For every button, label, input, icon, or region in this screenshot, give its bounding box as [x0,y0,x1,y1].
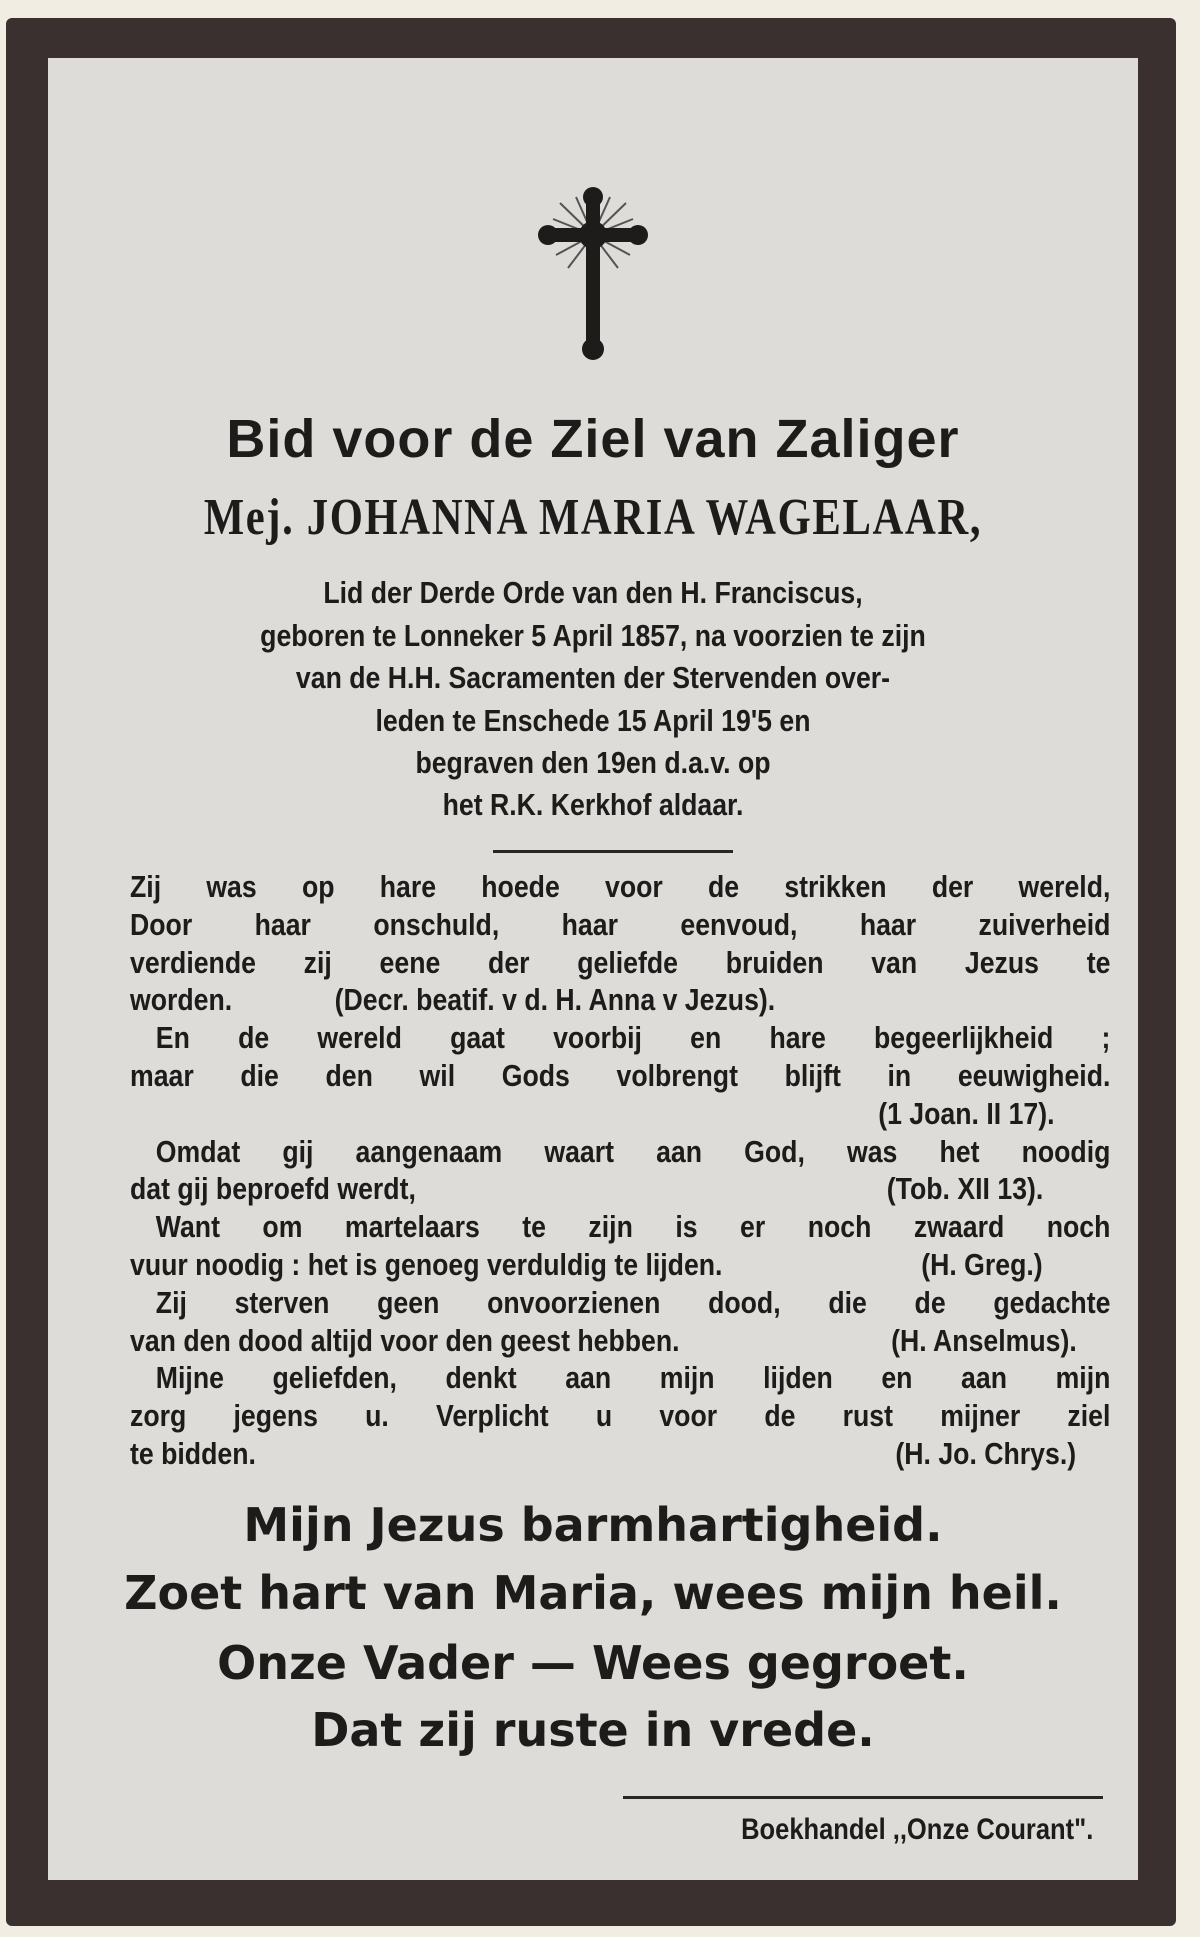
heading-prayer-line: Bid voor de Ziel van Zaliger [226,409,960,469]
deceased-name: Mej. JOHANNA MARIA WAGELAAR, [203,489,983,546]
prayer-line: Zoet hart van Maria, wees mijn heil. [124,1566,1062,1620]
quotes-block [130,868,1111,1473]
quote-line: Omdat gij aangenaam waart aan God, was het noodig [155,1133,1111,1169]
quote-reference: (H. Greg.) [921,1246,1043,1282]
quote-line-end: worden. [130,982,233,1018]
quote-line [130,1435,1077,1473]
bio-line: het R.K. Kerkhof aldaar. [442,787,744,822]
publisher-imprint: Boekhandel ,,Onze Courant". [740,1813,1093,1846]
quote-line-end: van den dood altijd voor den geest hebben. [130,1322,680,1358]
bio-line: begraven den 19en d.a.v. op [415,745,771,780]
quote-reference: (H. Anselmus). [891,1322,1077,1358]
quote-line: Want om martelaars te zijn is er noch zwaard noch [155,1209,1111,1245]
quote-reference: (1 Joan. II 17). [878,1095,1055,1131]
cross-icon [538,183,648,363]
quote-line-end: dat gij beproefd werdt, [130,1171,416,1207]
prayer-line: Mijn Jezus barmhartigheid. [243,1498,943,1552]
quote-reference: (Tob. XII 13). [886,1171,1044,1207]
quote-line: Zij sterven geen onvoorzienen dood, die de gedachte [155,1284,1111,1320]
quote-reference: (H. Jo. Chrys.) [895,1435,1077,1471]
quote-line-end: te bidden. [130,1435,256,1471]
quote-line: Mijne geliefden, denkt aan mijn lijden en aan mijn [155,1360,1111,1396]
quote-line [130,1322,1077,1360]
divider [493,850,733,853]
prayer-line: Dat zij ruste in vrede. [311,1703,875,1757]
quote-line [130,1095,1055,1133]
quote-line [130,981,981,1019]
quote-line-end: vuur noodig : het is genoeg verduldig te lijden. [130,1246,723,1282]
bio-line: geboren te Lonneker 5 April 1857, na voorzien te zijn [260,618,926,653]
quote-line [130,1170,1044,1208]
quote-line: zorg jegens u. Verplicht u voor de rust mijner ziel [130,1398,1111,1434]
card-panel [48,58,1138,1880]
quote-line [130,1246,1043,1284]
memorial-card [6,18,1176,1926]
quote-line: Door haar onschuld, haar eenvoud, haar zuiverheid [130,906,1111,942]
prayer-line: Onze Vader — Wees gegroet. [217,1636,969,1690]
footer-rule [623,1796,1103,1799]
bio-line: leden te Enschede 15 April 19'5 en [375,703,811,738]
quote-line: Zij was op hare hoede voor de strikken der wereld, [130,869,1111,904]
bio-line: Lid der Derde Orde van den H. Franciscus, [323,575,863,610]
bio-line: van de H.H. Sacramenten der Stervenden over- [295,660,891,695]
quote-line: En de wereld gaat voorbij en hare begeerlijkheid ; [155,1020,1111,1056]
quote-reference: (Decr. beatif. v d. H. Anna v Jezus). [334,982,776,1018]
quote-line: maar die den wil Gods volbrengt blijft in eeuwigheid. [130,1057,1111,1093]
quote-line: verdiende zij eene der geliefde bruiden van Jezus te [130,944,1111,980]
